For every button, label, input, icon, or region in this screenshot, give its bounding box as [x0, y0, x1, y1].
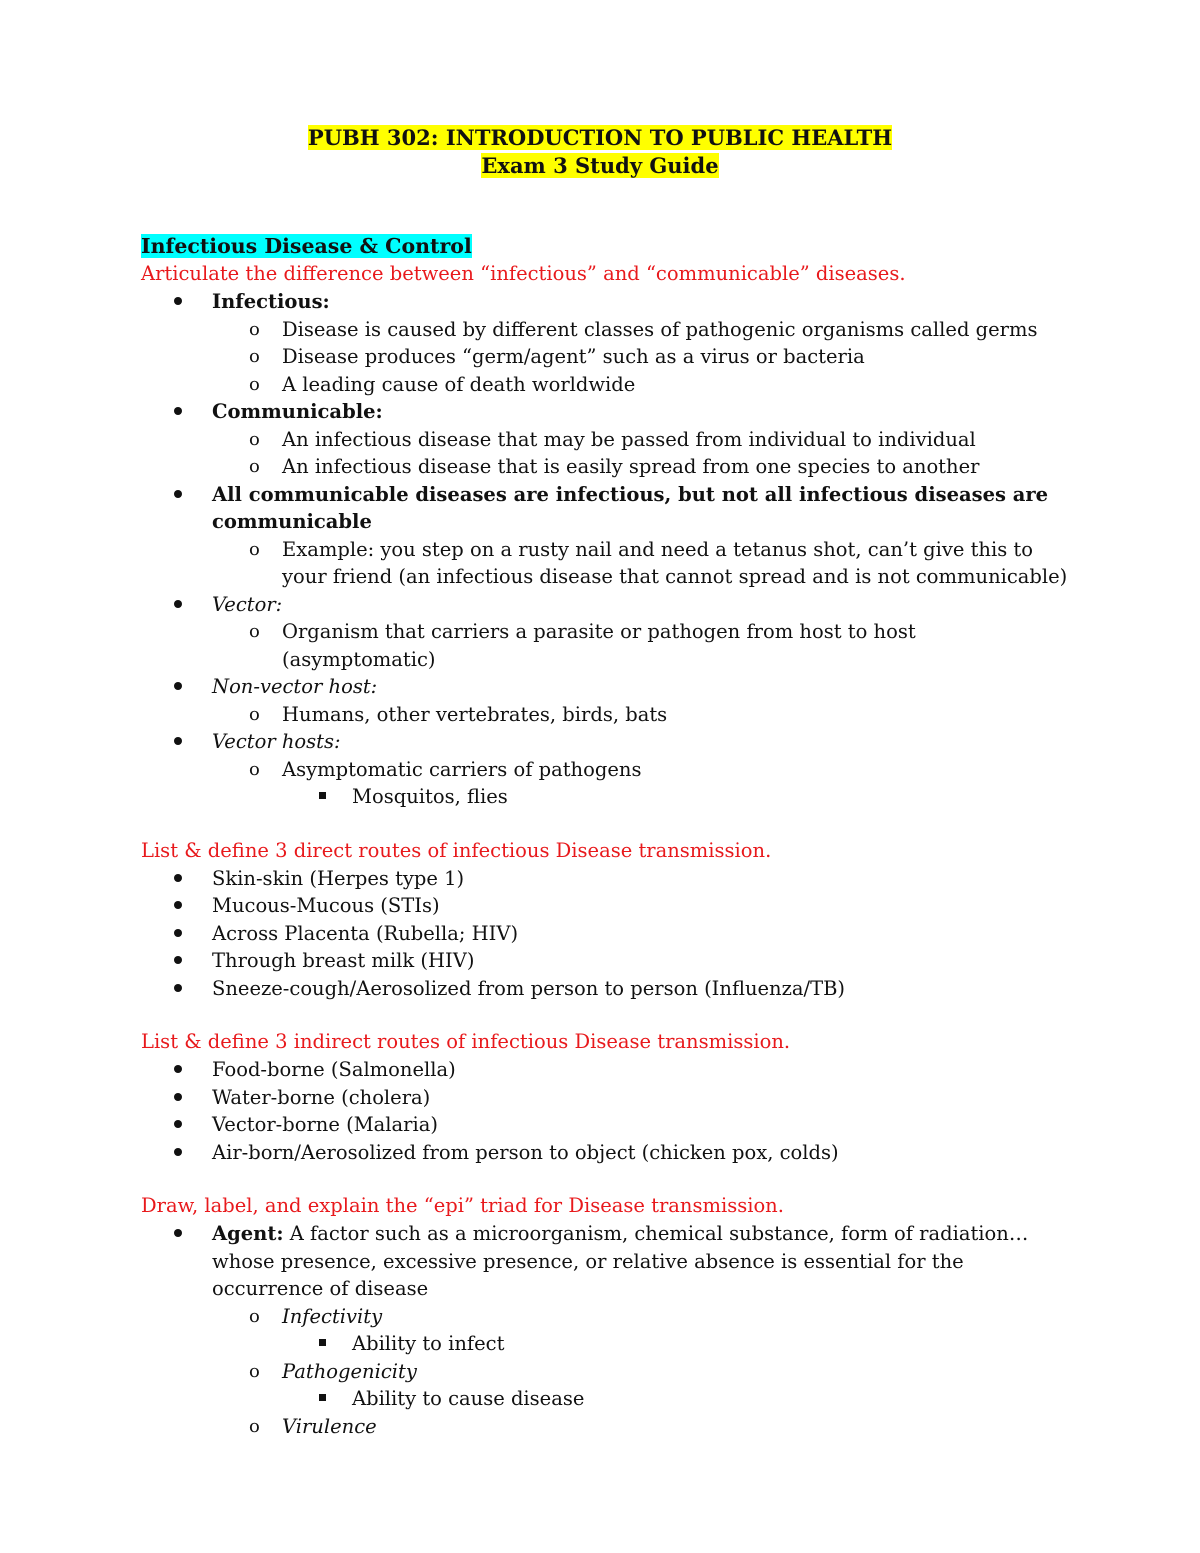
bullet-circle-icon: o — [249, 1305, 260, 1327]
list-item — [141, 398, 1071, 426]
bullet-circle-icon: o — [249, 346, 260, 367]
bullet-circle-icon: o — [249, 428, 260, 450]
list-item: Air-born/Aerosolized from person to object (chicken pox, colds) — [141, 1139, 1071, 1167]
bullet-dot-icon — [174, 947, 182, 975]
list-item: Mosquitos, flies — [141, 783, 1071, 811]
list-item: Food-borne (Salmonella) — [141, 1056, 1071, 1084]
bullet-circle-icon: o — [249, 456, 260, 477]
key-statement: All communicable diseases are infectious, but not all infectious diseases are communicable — [212, 482, 1049, 533]
term-nonvector-host: Non-vector host: — [212, 675, 378, 698]
bullet-square-icon — [319, 1385, 326, 1413]
bullet-circle-icon: o — [249, 318, 260, 340]
bullet-square-icon — [319, 783, 326, 811]
bullet-dot-icon — [174, 865, 182, 893]
list-item — [141, 673, 1071, 701]
list-item — [141, 591, 1071, 619]
bullet-dot-icon — [174, 673, 182, 701]
bullet-dot-icon — [174, 591, 182, 619]
bullet-dot-icon — [174, 481, 182, 509]
list-item: o Disease produces “germ/agent” such as a virus or bacteria — [141, 343, 1071, 371]
term-communicable: Communicable: — [212, 400, 383, 423]
course-title: PUBH 302: INTRODUCTION TO PUBLIC HEALTH — [307, 125, 893, 150]
list-item: o An infectious disease that is easily spread from one species to another — [141, 453, 1071, 481]
bullet-dot-icon — [174, 1111, 182, 1139]
term-vector-hosts: Vector hosts: — [212, 730, 341, 753]
list-item: Skin-skin (Herpes type 1) — [141, 865, 1071, 893]
list-item — [141, 481, 1071, 536]
question-prompt-1: Articulate the difference between “infectious” and “communicable” diseases. — [141, 262, 906, 285]
bullet-dot-icon — [174, 1139, 182, 1167]
list-item: o Infectivity — [141, 1303, 1071, 1331]
list-item: Ability to cause disease — [141, 1385, 1071, 1413]
list-item: Mucous-Mucous (STIs) — [141, 892, 1071, 920]
bullet-dot-icon — [174, 892, 182, 920]
bullet-circle-icon: o — [249, 758, 260, 780]
list-item: Vector-borne (Malaria) — [141, 1111, 1071, 1139]
term-infectious: Infectious: — [212, 290, 330, 313]
list-item — [141, 1220, 1071, 1303]
bullet-circle-icon: o — [249, 1415, 260, 1437]
bullet-circle-icon: o — [249, 621, 260, 642]
list-item: Water-borne (cholera) — [141, 1084, 1071, 1112]
list-item: o Organism that carriers a parasite or pathogen from host to host (asymptomatic) — [249, 620, 916, 671]
question-prompt-4: Draw, label, and explain the “epi” triad for Disease transmission. — [141, 1194, 784, 1217]
list-item: Ability to infect — [141, 1330, 1071, 1358]
term-agent: Agent: — [212, 1222, 284, 1245]
term-vector: Vector: — [212, 592, 283, 616]
list-item: o Virulence — [141, 1413, 1071, 1441]
bullet-circle-icon: o — [249, 1360, 260, 1382]
bullet-dot-icon — [174, 398, 182, 426]
section-heading: Infectious Disease & Control — [141, 234, 472, 258]
question-prompt-2: List & define 3 direct routes of infectious Disease transmission. — [141, 838, 772, 862]
guide-title: Exam 3 Study Guide — [481, 153, 719, 178]
list-item: Through breast milk (HIV) — [141, 947, 1071, 975]
list-item — [141, 728, 1071, 756]
title-block — [0, 124, 1200, 180]
bullet-dot-icon — [174, 288, 182, 316]
list-item: Sneeze-cough/Aerosolized from person to person (Influenza/TB) — [141, 975, 1071, 1003]
bullet-dot-icon — [174, 1084, 182, 1112]
list-item: o An infectious disease that may be passed from individual to individual — [141, 426, 1071, 454]
content — [141, 232, 1071, 1440]
list-item: o A leading cause of death worldwide — [141, 371, 1071, 399]
list-item — [141, 536, 1071, 591]
list-item: o Humans, other vertebrates, birds, bats — [141, 701, 1071, 729]
list-item: o Asymptomatic carriers of pathogens — [141, 756, 1071, 784]
bullet-dot-icon — [174, 728, 182, 756]
bullet-square-icon — [319, 1330, 326, 1358]
agent-definition: A factor such as a microorganism, chemical substance, form of radiation… whose presence, excessive presence, or relative absence is essential for the occurrence of disease — [212, 1222, 1029, 1300]
bullet-dot-icon — [174, 920, 182, 948]
bullet-circle-icon: o — [249, 703, 260, 725]
bullet-circle-icon: o — [249, 373, 260, 395]
list-item: o Disease is caused by different classes of pathogenic organisms called germs — [141, 316, 1071, 344]
question-prompt-3: List & define 3 indirect routes of infectious Disease transmission. — [141, 1030, 791, 1053]
bullet-circle-icon: o — [249, 538, 260, 560]
bullet-dot-icon — [174, 975, 182, 1003]
example-text: Example: you step on a rusty nail and need a tetanus shot, can’t give this to your friend (an infectious disease that cannot spread and is not communicable) — [282, 537, 1068, 588]
list-item: o Pathogenicity — [141, 1358, 1071, 1386]
list-item: Across Placenta (Rubella; HIV) — [141, 920, 1071, 948]
bullet-dot-icon — [174, 1056, 182, 1084]
bullet-dot-icon — [174, 1220, 182, 1248]
list-item — [141, 288, 1071, 316]
